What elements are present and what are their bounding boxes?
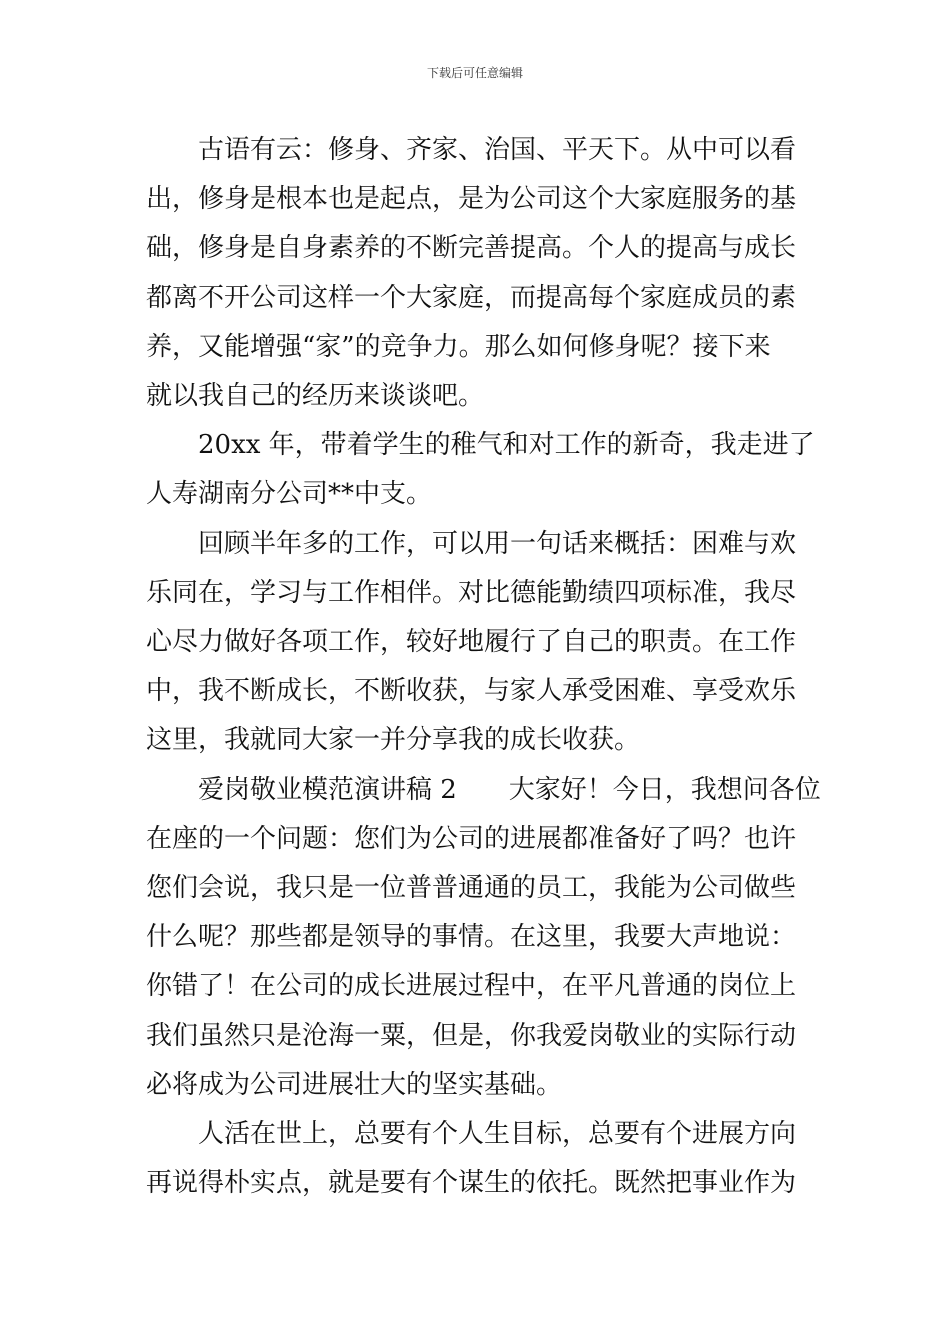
text-line: 养，又能增强“家”的竞争力。那么如何修身呢？接下来 (146, 331, 771, 362)
text-line: 您们会说，我只是一位普普通通的员工，我能为公司做些 (146, 873, 797, 904)
paragraph (146, 126, 806, 421)
text-line: 再说得朴实点，就是要有个谋生的依托。既然把事业作为 (146, 1168, 797, 1199)
document-body (146, 126, 821, 1208)
text-line: 这里，我就同大家一并分享我的成长收获。 (146, 725, 641, 756)
text-line: 必将成为公司进展壮大的坚实基础。 (146, 1069, 563, 1100)
text-line: 你错了！在公司的成长进展过程中，在平凡普通的岗位上 (146, 971, 797, 1002)
text-line: 心尽力做好各项工作，较好地履行了自己的职责。在工作 (146, 627, 797, 658)
text-line: 就以我自己的经历来谈谈吧。 (146, 381, 485, 412)
text-line: 在座的一个问题：您们为公司的进展都准备好了吗？也许 (146, 823, 797, 854)
text-line: 20xx 年，带着学生的稚气和对工作的新奇，我走进了 (198, 430, 815, 461)
text-line: 中，我不断成长，不断收获，与家人承受困难、享受欢乐 (146, 676, 797, 707)
text-line: 什么呢？那些都是领导的事情。在这里，我要大声地说： (146, 922, 797, 953)
paragraph (146, 421, 815, 519)
text-line: 都离不开公司这样一个大家庭，而提高每个家庭成员的素 (146, 282, 797, 313)
text-line: 乐同在，学习与工作相伴。对比德能勤绩四项标准，我尽 (146, 577, 797, 608)
paragraph (146, 766, 821, 1110)
paragraph (146, 520, 806, 766)
page-header: 下载后可任意编辑 (426, 66, 523, 80)
text-line: 爱岗敬业模范演讲稿 2 大家好！今日，我想问各位 (198, 774, 821, 805)
text-line: 人寿湖南分公司**中支。 (146, 479, 433, 510)
text-line: 人活在世上，总要有个人生目标，总要有个进展方向 (198, 1119, 797, 1150)
text-line: 础，修身是自身素养的不断完善提高。个人的提高与成长 (146, 233, 797, 264)
text-line: 回顾半年多的工作，可以用一句话来概括：困难与欢 (198, 528, 797, 559)
text-line: 出，修身是根本也是起点，是为公司这个大家庭服务的基 (146, 184, 797, 215)
text-line: 我们虽然只是沧海一粟，但是，你我爱岗敬业的实际行动 (146, 1020, 797, 1051)
text-line: 古语有云：修身、齐家、治国、平天下。从中可以看 (198, 135, 797, 165)
paragraph (146, 1110, 806, 1208)
